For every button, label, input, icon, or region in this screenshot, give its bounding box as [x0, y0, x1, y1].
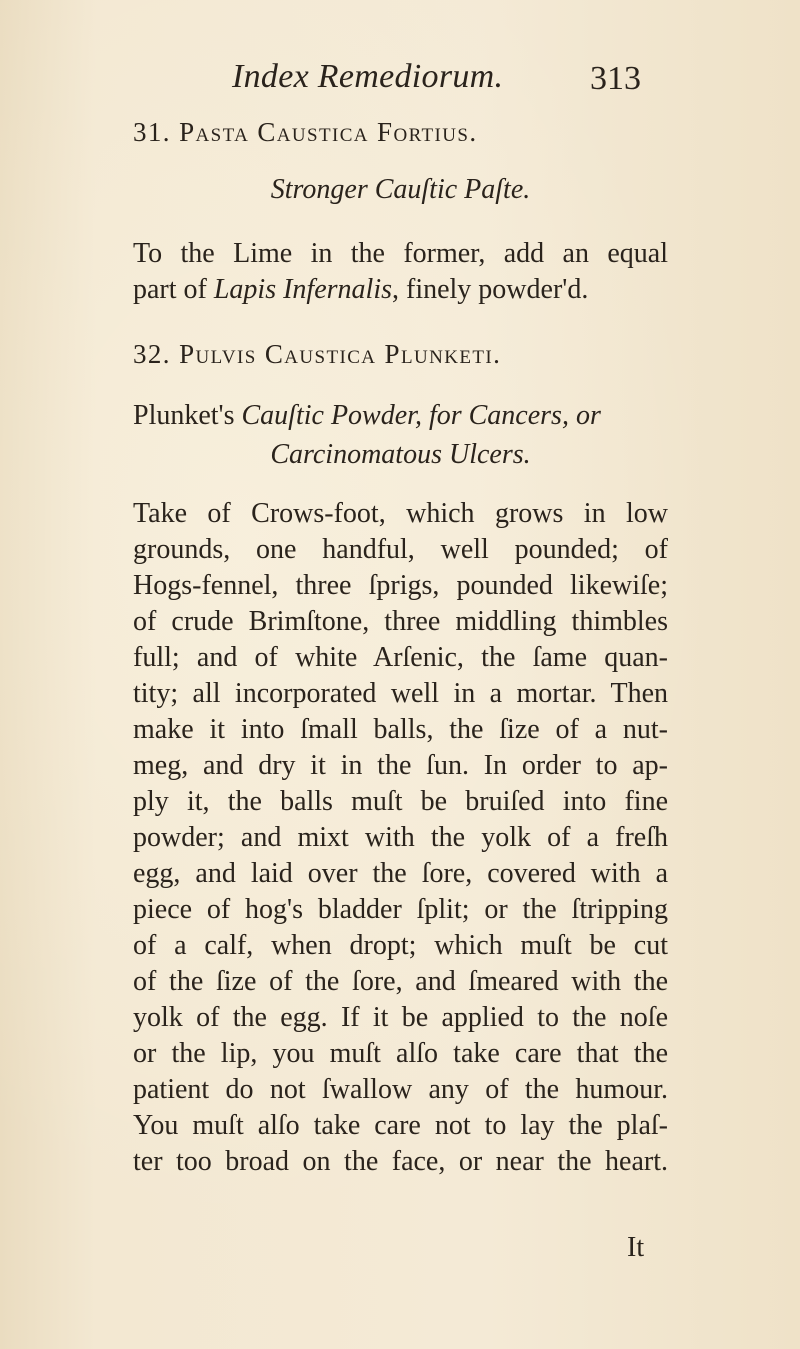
section-32-subtitle-line2: Carcinomatous Ulcers. [270, 439, 531, 470]
body-line: piece of hog's bladder ſplit; or the ſtripping [133, 894, 668, 925]
body-line: You muſt alſo take care not to lay the plaſ- [133, 1110, 668, 1141]
line-text: part of [133, 274, 214, 305]
body-line: full; and of white Arſenic, the ſame quan- [133, 642, 668, 673]
running-title: Index Remediorum. [232, 58, 504, 95]
body-line: of crude Brimſtone, three middling thimbles [133, 606, 668, 637]
section-32-heading: 32. Pulvis Caustica Plunketi. [133, 339, 502, 369]
body-line: of the ſize of the ſore, and ſmeared with the [133, 966, 668, 997]
section-32-subtitle [133, 396, 668, 436]
body-line [133, 272, 668, 308]
text-block [133, 112, 668, 1180]
section-31-heading: 31. Pasta Caustica Fortius. [133, 117, 478, 147]
section-31-body [133, 236, 668, 308]
body-line: To the Lime in the former, add an equal [133, 238, 668, 269]
subtitle-name: Plunket's [133, 400, 235, 431]
body-line: ply it, the balls muſt be bruiſed into fine [133, 786, 668, 817]
body-line: ter too broad on the face, or near the heart. [133, 1146, 668, 1177]
section-31-subtitle: Stronger Cauſtic Paſte. [270, 174, 531, 205]
subtitle-italic: Cauſtic Powder, for Cancers, or [241, 400, 601, 431]
body-line: powder; and mixt with the yolk of a freſh [133, 822, 668, 853]
body-line: or the lip, you muſt alſo take care that the [133, 1038, 668, 1069]
section-32-body [133, 496, 668, 1180]
body-line: make it into ſmall balls, the ſize of a nut- [133, 714, 668, 745]
body-line: Take of Crows-foot, which grows in low [133, 498, 668, 529]
body-line: egg, and laid over the ſore, covered with a [133, 858, 668, 889]
page-number: 313 [590, 60, 641, 97]
body-line: grounds, one handful, well pounded; of [133, 534, 668, 565]
catchword: It [627, 1232, 645, 1263]
body-line: of a calf, when dropt; which muſt be cut [133, 930, 668, 961]
body-line: meg, and dry it in the ſun. In order to ap- [133, 750, 668, 781]
body-line: patient do not ſwallow any of the humour. [133, 1074, 668, 1105]
italic-term: Lapis Infernalis [213, 274, 392, 305]
body-line: Hogs-fennel, three ſprigs, pounded likewiſe; [133, 570, 668, 601]
body-line: yolk of the egg. If it be applied to the noſe [133, 1002, 668, 1033]
line-text: , finely powder'd. [392, 274, 589, 305]
body-line: tity; all incorporated well in a mortar. Then [133, 678, 668, 709]
page-header [0, 58, 800, 98]
